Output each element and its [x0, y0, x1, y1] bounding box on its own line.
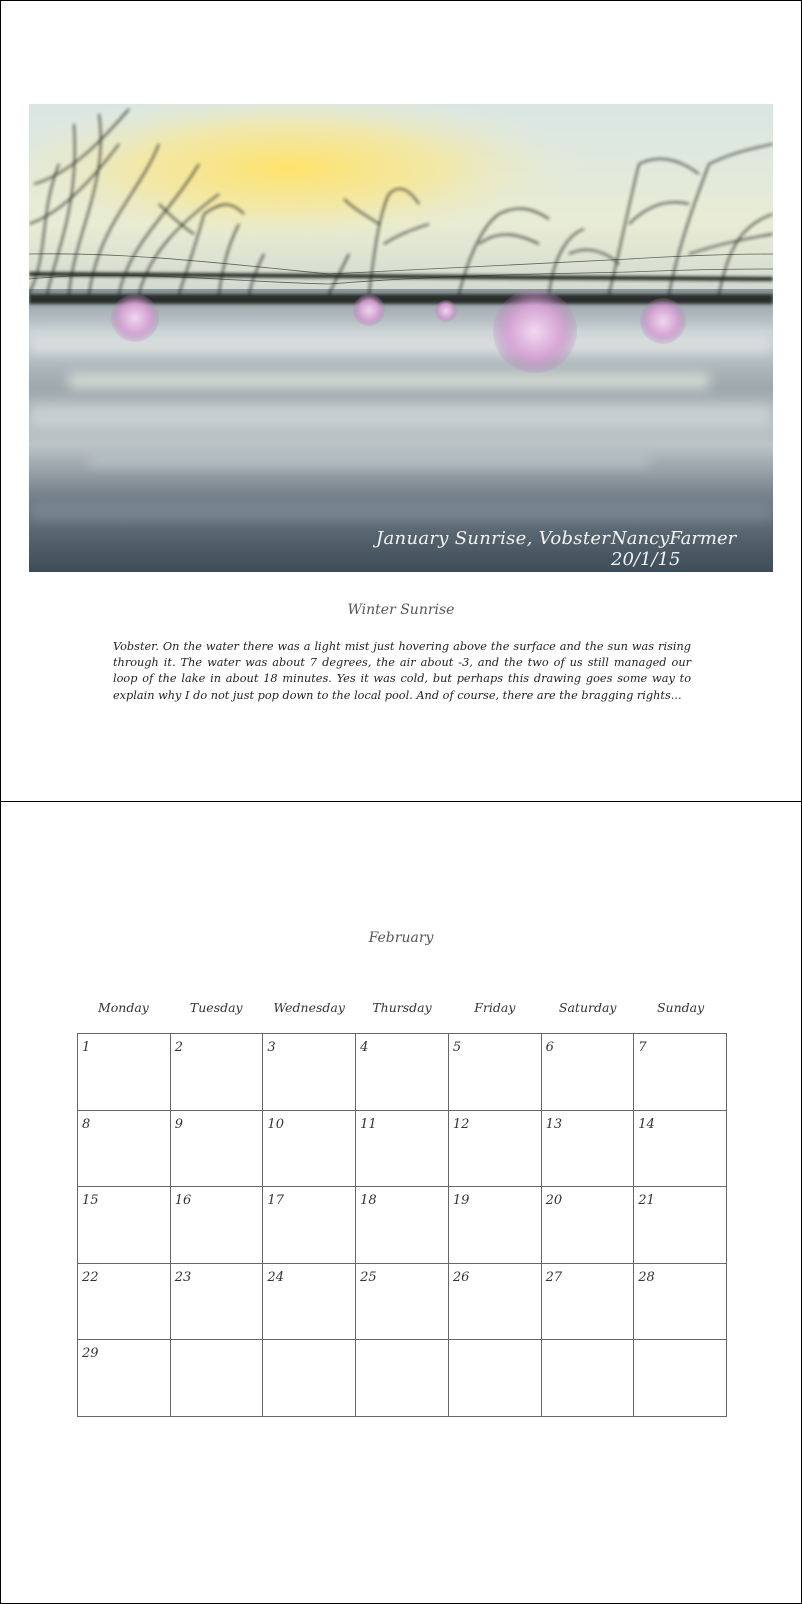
day-cell — [78, 1187, 171, 1264]
day-number: 6 — [545, 1040, 554, 1055]
day-cell-empty — [542, 1340, 635, 1417]
day-number: 1 — [82, 1040, 91, 1055]
calendar-grid — [77, 1033, 727, 1417]
day-cell-empty — [171, 1340, 264, 1417]
day-number: 5 — [452, 1040, 462, 1055]
day-number: 13 — [545, 1116, 563, 1132]
day-cell — [78, 1264, 171, 1341]
day-number: 8 — [82, 1116, 91, 1132]
weekday-wednesday: Wednesday — [273, 1000, 345, 1015]
painting-signature: NancyFarmer 20/1/15 — [611, 528, 737, 570]
day-cell — [542, 1264, 635, 1341]
day-cell — [356, 1111, 449, 1188]
day-number: 19 — [452, 1193, 470, 1209]
day-cell — [171, 1264, 264, 1341]
day-cell — [542, 1034, 635, 1111]
day-cell-empty — [263, 1340, 356, 1417]
day-number: 3 — [267, 1040, 276, 1055]
day-cell — [356, 1264, 449, 1341]
art-description: Vobster. On the water there was a light mist just hovering above the surface and the sun was rising through it. The water was about 7 degrees, the air about -3, and the two of us still managed our loop of the lake in about 18 minutes. Yes it was cold, but perhaps this drawing goes some way to explain why I do not just pop down to the local pool. And of course, there are the bragging rights... — [113, 640, 691, 702]
month-title: February — [368, 930, 434, 946]
day-cell — [634, 1264, 727, 1341]
day-cell — [634, 1111, 727, 1188]
day-cell — [263, 1111, 356, 1188]
day-number: 4 — [360, 1040, 369, 1055]
day-number: 18 — [360, 1193, 377, 1209]
day-number: 27 — [545, 1269, 563, 1285]
day-number: 2 — [174, 1040, 183, 1055]
day-number: 15 — [82, 1193, 99, 1209]
day-cell — [449, 1187, 542, 1264]
weekday-tuesday: Tuesday — [189, 1000, 243, 1015]
day-cell — [449, 1111, 542, 1188]
painting-caption: January Sunrise, Vobster — [376, 528, 611, 549]
painting-image — [29, 104, 773, 572]
weekday-monday: Monday — [97, 1000, 149, 1015]
day-cell — [634, 1187, 727, 1264]
day-cell — [171, 1034, 264, 1111]
day-cell — [449, 1034, 542, 1111]
day-number: 22 — [82, 1269, 99, 1285]
day-cell-empty — [634, 1340, 727, 1417]
calendar-page — [0, 801, 802, 1604]
day-number: 10 — [267, 1116, 284, 1132]
day-number: 25 — [360, 1269, 377, 1285]
weekday-sunday: Sunday — [656, 1000, 705, 1015]
day-cell — [78, 1111, 171, 1188]
day-cell — [542, 1187, 635, 1264]
day-cell — [263, 1034, 356, 1111]
day-cell — [449, 1264, 542, 1341]
day-number: 14 — [638, 1116, 655, 1132]
weekday-header — [77, 1000, 727, 1015]
weekday-thursday: Thursday — [372, 1000, 432, 1015]
day-cell — [356, 1187, 449, 1264]
day-number: 20 — [545, 1193, 563, 1209]
art-title: Winter Sunrise — [347, 602, 455, 618]
weekday-friday: Friday — [474, 1000, 516, 1015]
day-cell — [634, 1034, 727, 1111]
day-number: 17 — [267, 1193, 284, 1209]
day-cell — [263, 1187, 356, 1264]
day-cell — [171, 1111, 264, 1188]
day-cell-empty — [449, 1340, 542, 1417]
day-cell — [542, 1111, 635, 1188]
day-number: 29 — [82, 1346, 99, 1362]
day-number: 28 — [638, 1269, 655, 1285]
day-cell-empty — [356, 1340, 449, 1417]
day-cell — [78, 1034, 171, 1111]
weekday-saturday: Saturday — [558, 1000, 617, 1015]
day-number: 26 — [452, 1269, 470, 1285]
day-number: 21 — [638, 1193, 655, 1209]
day-cell — [78, 1340, 171, 1417]
day-number: 16 — [174, 1193, 192, 1209]
day-cell — [171, 1187, 264, 1264]
day-number: 11 — [360, 1116, 377, 1132]
day-number: 23 — [174, 1269, 192, 1285]
day-number: 24 — [267, 1269, 284, 1285]
day-number: 9 — [174, 1116, 183, 1132]
day-cell — [356, 1034, 449, 1111]
day-cell — [263, 1264, 356, 1341]
day-number: 12 — [452, 1116, 470, 1132]
day-number: 7 — [638, 1040, 647, 1055]
